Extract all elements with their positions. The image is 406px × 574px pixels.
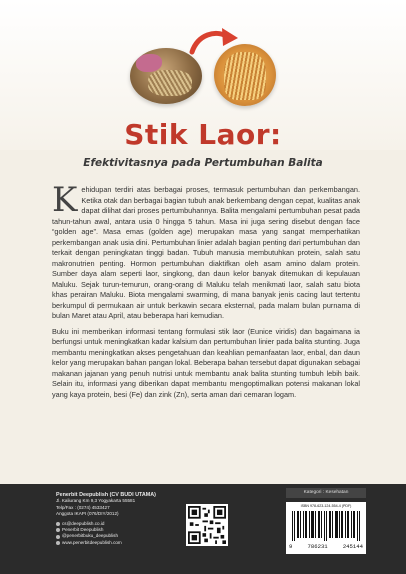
publisher-phone: Telp/Fax : (0274) 4533427: [56, 504, 110, 510]
hand-shape: [136, 54, 162, 72]
barcode-digit-group-1: 9: [289, 543, 293, 550]
barcode-digit-group-3: 245144: [342, 543, 363, 550]
facebook-icon: [56, 528, 60, 532]
blurb: [52, 180, 360, 405]
web-icon: [56, 541, 60, 545]
laor-photo: [130, 48, 202, 104]
stik-laor-photo: [214, 44, 276, 106]
publisher-name: Penerbit Deepublish (CV BUDI UTAMA): [56, 492, 156, 498]
book-title: Stik Laor:: [124, 118, 282, 151]
publisher-info: [56, 492, 186, 546]
blurb-paragraph-1-text: ehidupan terdiri atas berbagai proses, termasuk pertumbuhan dan perkembangan. Ketika otak dan berbagai bagian tubuh anak berkembang dengan cepat, kualitas anak dapat dilihat dari proses pertumbuhannya. Balita mengalami pertumbuhan pesat pada tahun-tahun awal, antara usia 0 hingga 5 tahun. Masa ini juga sering disebut dengan face “golden age”. Masa emas (golden age) merupakan masa yang sangat memperhatikan perkembangan anak usia dini. Pertumbuhan linier adalah bagian penting dari pertumbuhan dan terkait dengan peningkatan tinggi badan. Tubuh manusia membutuhkan protein, salah satu makronutrien penting. Hormon pertumbuhan diaktifkan oleh asam amino dalam protein. Sumber daya alam seperti laor, singkong, dan daun kelor banyak ditemukan di kepulauan Maluku. Sejak turun-temurun, orang-orang di Maluku telah menikmati laor, salah satu biota khas perairan Maluku. Biota mengalami swarming, di mana banyak jenis cacing laut tertentu berkumpul di permukaan air untuk berkawin secara eksternal, pada malam bulan purnama di bulan Maret atau April, atau beberapa hari kemudian.: [52, 185, 360, 320]
email-icon: [56, 522, 60, 526]
stik-shape: [224, 52, 266, 100]
publisher-instagram[interactable]: @penerbitbuku_deepublish: [62, 533, 119, 539]
qr-code[interactable]: [186, 504, 228, 546]
publisher-member: Anggota IKAPI (076/DIY/2012): [56, 511, 119, 517]
publisher-website[interactable]: www.penerbitdeepublish.com: [62, 539, 122, 545]
barcode-bars: [290, 511, 362, 541]
dropcap: K: [52, 180, 78, 220]
isbn-text: ISBN 978-623-124-554-4 (PDF): [300, 504, 352, 508]
publisher-address: Jl. Kaliurang Km 9,3 Yogyakarta 55581: [56, 498, 136, 504]
blurb-paragraph-1: [52, 180, 360, 322]
publisher-email[interactable]: cs@deepublish.co.id: [62, 520, 105, 526]
laor-strands: [148, 70, 192, 96]
isbn-barcode: [286, 502, 366, 554]
barcode-digit-group-2: 786231: [307, 543, 328, 550]
blurb-paragraph-2: Buku ini memberikan informasi tentang formulasi stik laor (Eunice viridis) dan bagaimana ia berfungsi untuk meningkatkan kadar kalsium dan pertumbuhan linier pada balita stunting. Juga membantu meningkatkan akses pengetahuan dan keahlian pemanfaatan laor, enbal, dan daun kelor yang merupakan bahan pangan lokal. Beberapa bahan tersebut dapat digunakan sebagai makanan jajanan yang penuh nutrisi untuk membantu anak balita stunting tumbuh lebih baik. Selain itu, informasi yang diberikan dapat membantu mengoptimalkan potensi makanan lokal yang kaya protein, besi (Fe) dan zink (Zn), serta aman dari cemaran logam.: [52, 326, 360, 399]
book-subtitle: Efektivitasnya pada Pertumbuhan Balita: [83, 157, 323, 169]
category-label: Kategori : Kesehatan: [286, 488, 366, 498]
barcode-numbers: [286, 543, 366, 550]
instagram-icon: [56, 535, 60, 539]
publisher-facebook[interactable]: Penerbit Deepublish: [62, 527, 104, 533]
